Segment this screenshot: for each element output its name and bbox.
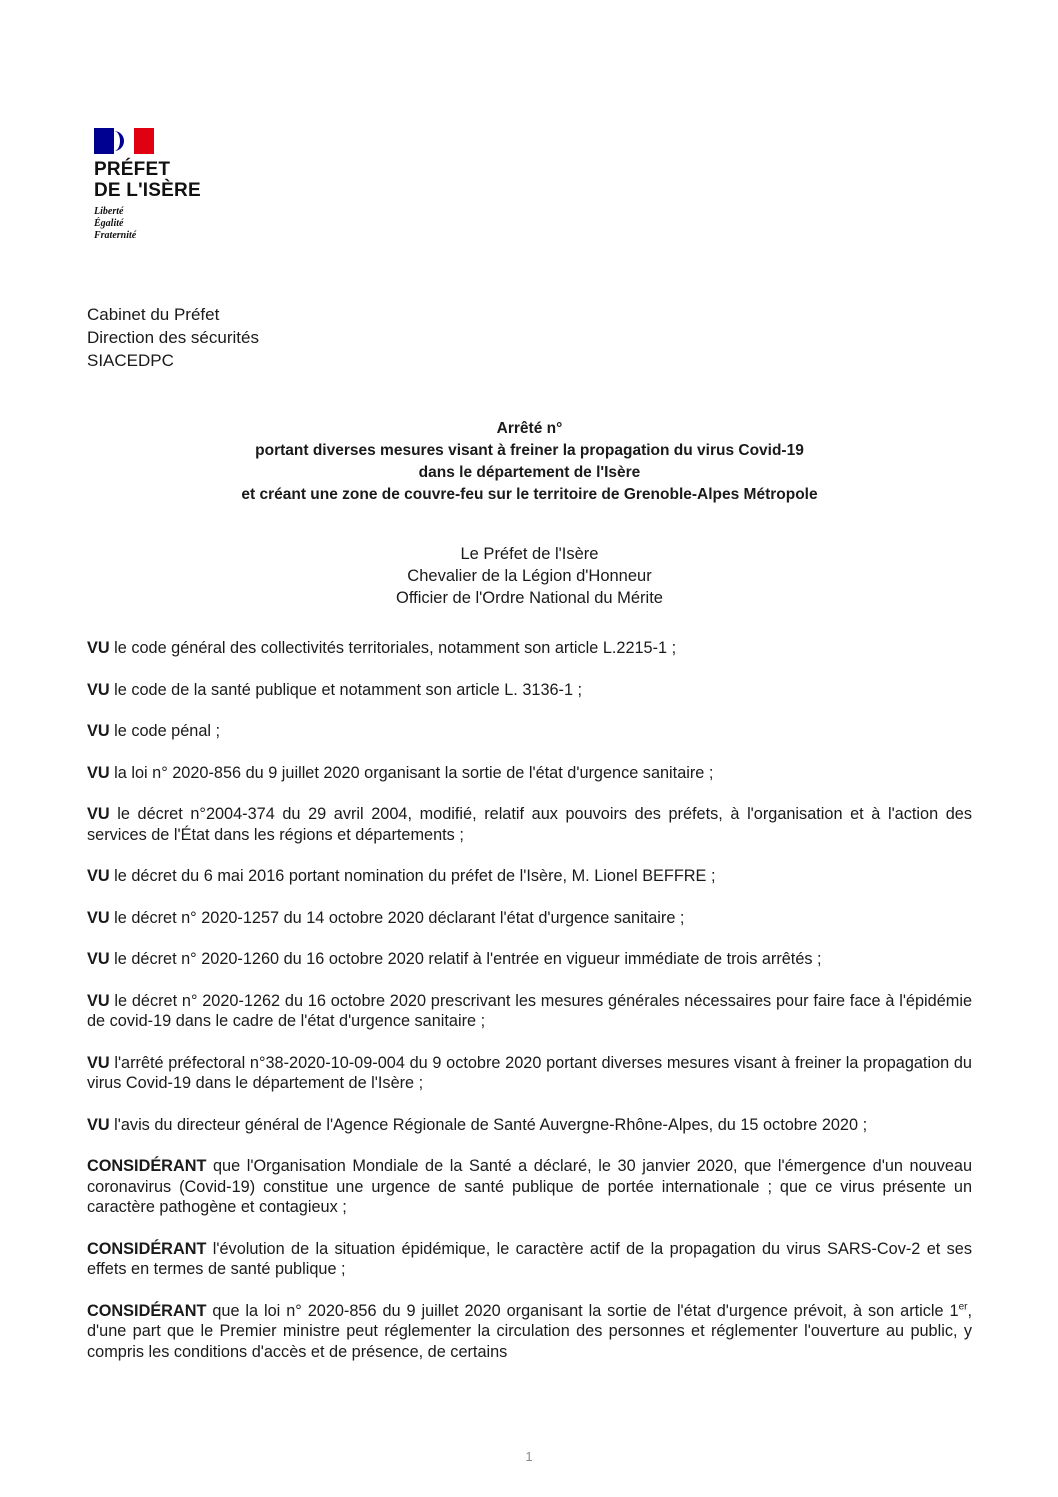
issuing-service: Cabinet du Préfet Direction des sécurités SIACEDPC	[87, 305, 259, 370]
visa-paragraph: VU le décret n° 2020-1260 du 16 octobre 2020 relatif à l'entrée en vigueur immédiate de trois arrêtés ;	[87, 950, 822, 968]
considerant-paragraph: CONSIDÉRANT que la loi n° 2020-856 du 9 juillet 2020 organisant la sortie de l'état d'urgence prévoit, à son article 1er, d'une part que le Premier ministre peut réglementer la circulation des personnes et réglementer l'ouverture au public, y compris les conditions d'accès et de présence, de certains	[87, 1301, 972, 1361]
visa-paragraph: VU la loi n° 2020-856 du 9 juillet 2020 organisant la sortie de l'état d'urgence sanitaire ;	[87, 763, 714, 782]
visa-paragraph: VU l'arrêté préfectoral n°38-2020-10-09-004 du 9 octobre 2020 portant diverses mesures visant à freiner la propagation du virus Covid-19 dans le département de l'Isère ;	[87, 1053, 972, 1092]
page-number: 1	[525, 1449, 533, 1464]
issuing-authority: Le Préfet de l'Isère Chevalier de la Légion d'Honneur Officier de l'Ordre National du Mérite	[396, 545, 663, 607]
considerant-paragraph: CONSIDÉRANT que l'Organisation Mondiale de la Santé a déclaré, le 30 janvier 2020, que l'émergence d'un nouveau coronavirus (Covid-19) constitue une urgence de santé publique de portée internationale ; que ce virus présente un caractère pathogène et contagieux ;	[87, 1157, 972, 1216]
visa-paragraph: VU le décret n° 2020-1257 du 14 octobre 2020 déclarant l'état d'urgence sanitaire ;	[87, 908, 685, 927]
visa-paragraph: VU le décret du 6 mai 2016 portant nomination du préfet de l'Isère, M. Lionel BEFFRE ;	[87, 867, 716, 885]
prefecture-logo	[94, 128, 234, 242]
visa-paragraph: VU le code pénal ;	[87, 722, 221, 740]
marianne-flag-icon	[94, 128, 154, 154]
visa-paragraph: VU l'avis du directeur général de l'Agence Régionale de Santé Auvergne-Rhône-Alpes, du 15 octobre 2020 ;	[87, 1115, 868, 1134]
decree-body	[87, 638, 972, 1383]
decree-title: Arrêté n° portant diverses mesures visant à freiner la propagation du virus Covid-19 dans le département de l'Isère et créant une zone de couvre-feu sur le territoire de Grenoble-Alpes Métropole	[241, 420, 818, 503]
considerant-paragraph: CONSIDÉRANT l'évolution de la situation épidémique, le caractère actif de la propagation du virus SARS-Cov-2 et ses effets en termes de santé publique ;	[87, 1239, 972, 1278]
visa-paragraph: VU le décret n°2004-374 du 29 avril 2004, modifié, relatif aux pouvoirs des préfets, à l'organisation et à l'action des services de l'État dans les régions et départements ;	[87, 805, 972, 844]
republic-motto: Liberté Égalité Fraternité	[94, 206, 137, 241]
logo-title: PRÉFET DE L'ISÈRE	[94, 159, 201, 201]
visa-paragraph: VU le code de la santé publique et notamment son article L. 3136-1 ;	[87, 680, 583, 699]
visa-paragraph: VU le décret n° 2020-1262 du 16 octobre 2020 prescrivant les mesures générales nécessaires pour faire face à l'épidémie de covid-19 dans le cadre de l'état d'urgence sanitaire ;	[87, 991, 972, 1030]
visa-paragraph: VU le code général des collectivités territoriales, notamment son article L.2215-1 ;	[87, 639, 677, 657]
